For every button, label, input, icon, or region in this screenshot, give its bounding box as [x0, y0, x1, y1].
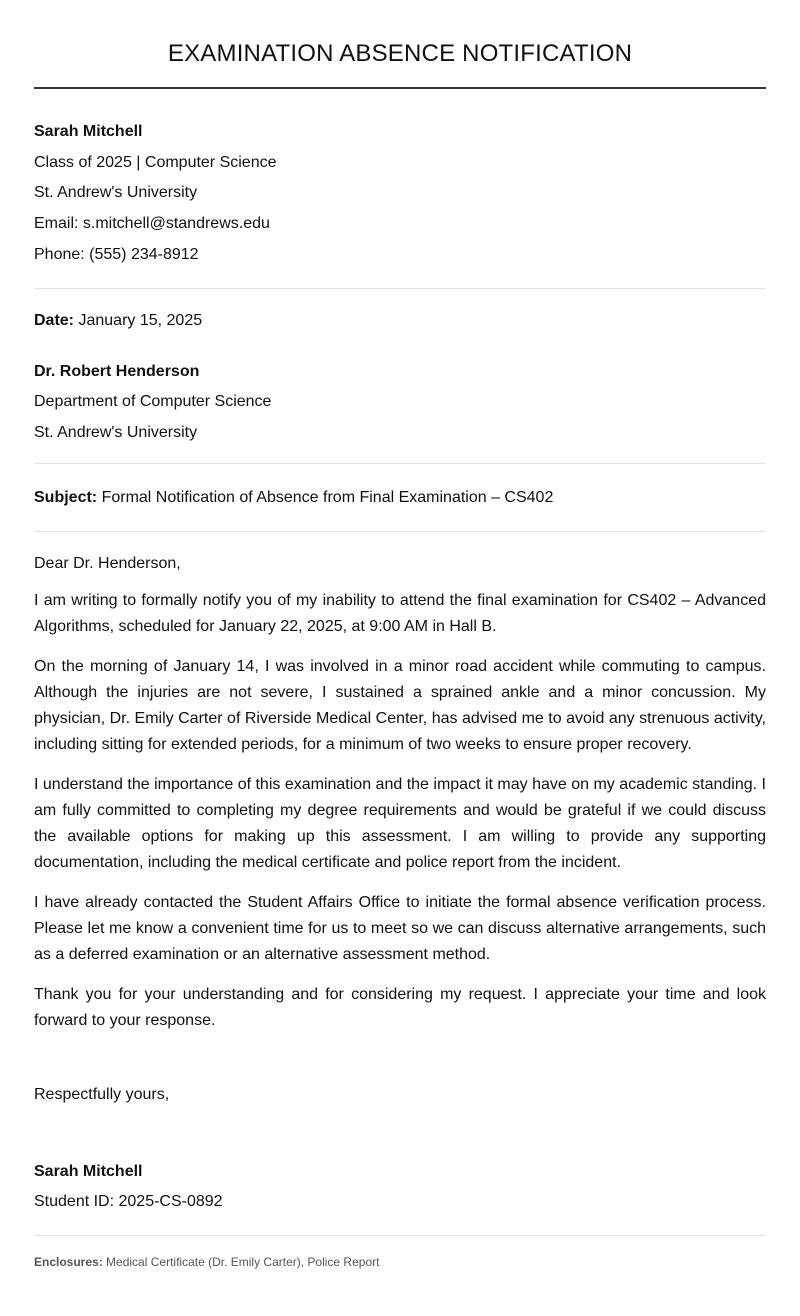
sender-phone: Phone: (555) 234-8912	[34, 245, 199, 263]
recipient-block	[34, 357, 766, 449]
divider	[34, 288, 766, 289]
letter-page	[34, 0, 766, 1271]
divider	[34, 463, 766, 464]
enclosures-label: Enclosures:	[34, 1255, 103, 1270]
date-label: Date:	[34, 311, 75, 329]
subject-line	[34, 483, 766, 513]
subject-value: Formal Notification of Absence from Final Examination – CS402	[101, 488, 554, 506]
closing: Respectfully yours,	[34, 1085, 170, 1103]
recipient-university: St. Andrew's University	[34, 423, 198, 441]
sender-university: St. Andrew's University	[34, 184, 198, 202]
divider	[34, 1235, 766, 1236]
recipient-name: Dr. Robert Henderson	[34, 362, 200, 380]
sender-block	[34, 117, 766, 271]
signature-block	[34, 1157, 766, 1218]
sender-class: Class of 2025 | Computer Science	[34, 153, 277, 171]
sender-email: Email: s.mitchell@standrews.edu	[34, 215, 270, 233]
body-paragraph: Thank you for your understanding and for considering my request. I appreciate your time and look forward to your response.	[34, 985, 766, 1029]
enclosures-value: Medical Certificate (Dr. Emily Carter), Police Report	[106, 1255, 380, 1270]
body-paragraph: On the morning of January 14, I was involved in a minor road accident while commuting to campus. Although the injuries are not severe, I sustained a sprained ankle and a minor concussion. My physician, Dr. Emily Carter of Riverside Medical Center, has advised me to avoid any strenuous activity, including sitting for extended periods, for a minimum of two weeks to ensure proper recovery.	[34, 657, 766, 753]
enclosures-line	[34, 1253, 766, 1271]
signature-name: Sarah Mitchell	[34, 1162, 143, 1180]
body-paragraph: I am writing to formally notify you of my inability to attend the final examination for CS402 – Advanced Algorithms, scheduled for January 22, 2025, at 9:00 AM in Hall B.	[34, 591, 766, 635]
title-divider	[34, 87, 766, 89]
date-value: January 15, 2025	[78, 311, 203, 329]
student-id: Student ID: 2025-CS-0892	[34, 1193, 223, 1211]
date-line	[34, 306, 766, 336]
letter-body	[34, 588, 766, 1034]
salutation: Dear Dr. Henderson,	[34, 554, 181, 572]
recipient-department: Department of Computer Science	[34, 393, 272, 411]
document-title: EXAMINATION ABSENCE NOTIFICATION	[167, 40, 633, 67]
divider	[34, 531, 766, 532]
sender-name: Sarah Mitchell	[34, 123, 143, 140]
subject-label: Subject:	[34, 488, 98, 506]
body-paragraph: I understand the importance of this examination and the impact it may have on my academic standing. I am fully committed to completing my degree requirements and would be grateful if we could discuss the available options for making up this assessment. I am willing to provide any supporting documentation, including the medical certificate and police report from the incident.	[34, 775, 766, 871]
body-paragraph: I have already contacted the Student Affairs Office to initiate the formal absence verification process. Please let me know a convenient time for us to meet so we can discuss alternative arrangements, such as a deferred examination or an alternative assessment method.	[34, 893, 766, 963]
